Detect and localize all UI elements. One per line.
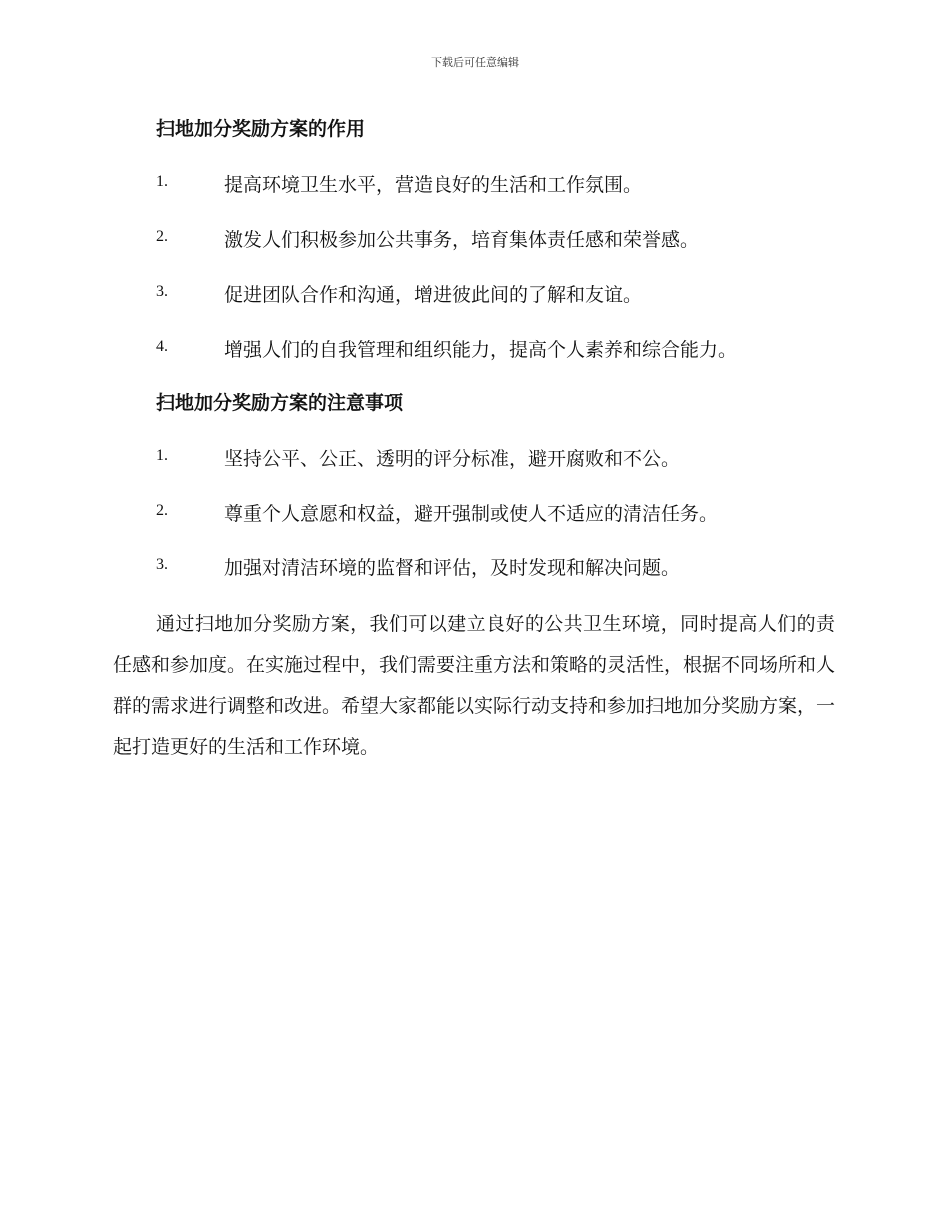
list-item [156, 170, 856, 200]
list-number: 2. [156, 502, 168, 519]
list-item [156, 335, 856, 365]
list-item [156, 280, 856, 310]
conclusion-paragraph: 通过扫地加分奖励方案，我们可以建立良好的公共卫生环境，同时提高人们的责任感和参加度。在实施过程中，我们需要注重方法和策略的灵活性，根据不同场所和人群的需求进行调整和改进。希望大家都能以实际行动支持和参加扫地加分奖励方案，一起打造更好的生活和工作环境。 [113, 613, 836, 758]
list-text: 提高环境卫生水平，营造良好的生活和工作氛围。 [224, 174, 643, 196]
list-number: 1. [156, 447, 168, 464]
list-item [156, 499, 856, 529]
header-note: 下载后可任意编辑 [431, 56, 519, 69]
list-text: 促进团队合作和沟通，增进彼此间的了解和友谊。 [224, 284, 643, 306]
list-text: 坚持公平、公正、透明的评分标准，避开腐败和不公。 [224, 448, 681, 470]
list-number: 3. [156, 283, 168, 300]
list-number: 1. [156, 173, 168, 190]
list-number: 4. [156, 338, 168, 355]
list-item [156, 444, 856, 474]
list-text: 激发人们积极参加公共事务，培育集体责任感和荣誉感。 [224, 229, 700, 251]
list-number: 2. [156, 228, 168, 245]
list-item [156, 225, 856, 255]
list-item [156, 553, 856, 583]
list-text: 增强人们的自我管理和组织能力，提高个人素养和综合能力。 [224, 339, 738, 361]
list-number: 3. [156, 556, 168, 573]
section-heading-purpose: 扫地加分奖励方案的作用 [156, 118, 366, 140]
section-heading-precautions: 扫地加分奖励方案的注意事项 [156, 392, 404, 414]
list-text: 加强对清洁环境的监督和评估，及时发现和解决问题。 [224, 557, 681, 579]
list-text: 尊重个人意愿和权益，避开强制或使人不适应的清洁任务。 [224, 503, 719, 525]
